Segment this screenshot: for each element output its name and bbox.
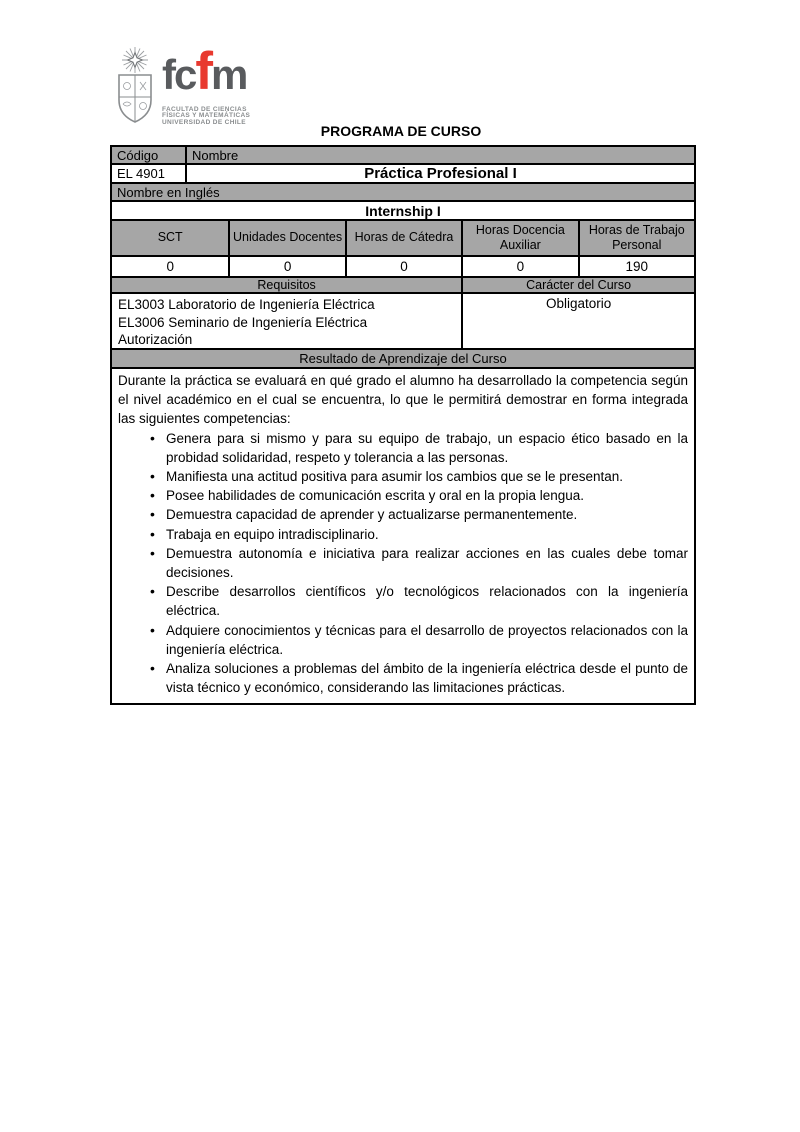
caracter-cell (461, 294, 694, 348)
requisitos-cell (112, 294, 461, 348)
value-unidades-docentes: 0 (228, 257, 344, 276)
codigo-label: Código (112, 147, 185, 163)
header-horas-docencia-auxiliar: Horas Docencia Auxiliar (461, 221, 577, 255)
course-table (110, 145, 696, 705)
header-unidades-docentes: Unidades Docentes (228, 221, 344, 255)
competencias-list (118, 429, 688, 698)
list-item: • Trabaja en equipo intradisciplinario. (118, 525, 688, 544)
row-english-name-value (112, 202, 694, 221)
page-title: PROGRAMA DE CURSO (320, 123, 482, 139)
list-item: • Posee habilidades de comunicación escrita y oral en la propia lengua. (118, 486, 688, 505)
course-name: Práctica Profesional I (185, 165, 694, 182)
requisitos-list (112, 294, 381, 351)
bullet-icon (150, 486, 166, 505)
header-sct: SCT (112, 221, 228, 255)
bullet-icon (150, 525, 166, 544)
nombre-label: Nombre (185, 147, 694, 163)
list-item: • Adquiere conocimientos y técnicas para el desarrollo de proyectos relacionados con la ingeniería eléctrica. (118, 621, 688, 659)
list-item: • Demuestra capacidad de aprender y actualizarse permanentemente. (118, 505, 688, 524)
resultado-body-cell (112, 369, 694, 703)
list-item: • Demuestra autonomía e iniciativa para realizar acciones en las cuales debe tomar decisiones. (118, 544, 688, 582)
university-crest-icon (114, 46, 156, 124)
value-sct: 0 (166, 258, 174, 274)
requisito-item: Autorización (118, 332, 193, 347)
bullet-icon (150, 621, 166, 659)
course-name-english: Internship I (365, 202, 441, 219)
bullet-icon (150, 544, 166, 582)
caption-line-3: UNIVERSIDAD DE CHILE (162, 118, 246, 126)
row-requisitos-caracter-labels (112, 278, 694, 294)
nombre-ingles-label: Nombre en Inglés (112, 184, 694, 200)
caption-line-1: FACULTAD DE CIENCIAS (162, 106, 247, 113)
requisitos-label: Requisitos (112, 278, 461, 292)
fcfm-logo (114, 42, 251, 126)
list-item: • Analiza soluciones a problemas del ámbito de la ingeniería eléctrica desde el punto de vista técnico y económico, considerando las limitaciones prácticas. (118, 659, 688, 697)
list-item: • Describe desarrollos científicos y/o tecnológicos relacionados con la ingeniería eléctrica. (118, 582, 688, 620)
row-resultado-body (112, 369, 694, 703)
row-resultado-label (112, 350, 694, 369)
fcfm-wordmark (162, 42, 250, 103)
row-code-name-values (112, 165, 694, 184)
requisito-item: EL3003 Laboratorio de Ingeniería Eléctrica (118, 297, 375, 312)
bullet-icon (150, 429, 166, 467)
header-horas-catedra: Horas de Cátedra (345, 221, 461, 255)
bullet-icon (150, 582, 166, 620)
row-requisitos-caracter-values (112, 294, 694, 350)
bullet-icon (150, 659, 166, 697)
row-english-name-label (112, 184, 694, 202)
bullet-icon (150, 467, 166, 486)
wordmark-m: m (211, 51, 247, 98)
header-horas-trabajo-personal: Horas de Trabajo Personal (578, 221, 694, 255)
caption-line-2: FÍSICAS Y MATEMÁTICAS (162, 112, 251, 120)
requisito-item: EL3006 Seminario de Ingeniería Eléctrica (118, 314, 368, 330)
row-hours-values (112, 257, 694, 278)
wordmark-f-accent: f (195, 42, 212, 101)
resultado-label: Resultado de Aprendizaje del Curso (112, 350, 694, 367)
caracter-value: Obligatorio (545, 296, 612, 311)
row-hours-headers (112, 221, 694, 257)
value-horas-docencia-auxiliar: 0 (461, 257, 577, 276)
wordmark-fc: fc (162, 51, 196, 98)
codigo-value: EL 4901 (117, 166, 165, 181)
resultado-intro: Durante la práctica se evaluará en qué grado el alumno ha desarrollado la competencia según el nivel académico en el cual se encuentra, lo que le permitirá demostrar en forma integrada las siguientes competencias: (118, 373, 688, 427)
list-item: • Genera para si mismo y para su equipo de trabajo, un espacio ético basado en la probidad solidaridad, respeto y tolerancia a las personas. (118, 429, 688, 467)
bullet-icon (150, 505, 166, 524)
logo-text-block (162, 42, 251, 126)
list-item: • Manifiesta una actitud positiva para asumir los cambios que se le presentan. (118, 467, 688, 486)
value-horas-trabajo-personal: 190 (578, 257, 694, 276)
value-horas-catedra: 0 (345, 257, 461, 276)
caracter-label: Carácter del Curso (461, 278, 694, 292)
row-code-name-labels (112, 147, 694, 165)
